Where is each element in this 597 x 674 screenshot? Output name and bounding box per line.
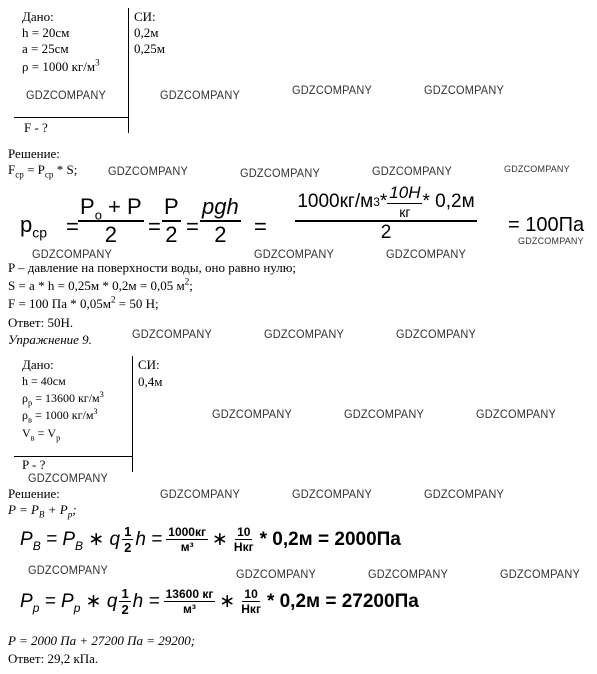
given-a-1: a = 25см <box>22 41 69 56</box>
find-2: P - ? <box>22 457 46 472</box>
watermark: GDZCOMPANY <box>500 568 581 582</box>
eq-sign-2: = <box>148 214 161 239</box>
given-rho-1: ρ = 1000 $кг/м^3$ <box>22 57 100 74</box>
formula-f-1: $F_{ср} = P_{ср} * S$; <box>8 162 78 180</box>
final-line: P = 2000 Па + 27200 Па = 29200; <box>8 633 196 648</box>
watermark: GDZCOMPANY <box>264 328 345 342</box>
watermark: GDZCOMPANY <box>28 564 109 578</box>
given-divider-vertical-1 <box>128 8 129 133</box>
big-frac4: 1000кг/м 3 * $\frac{10Н}{кг}$ * 0,2м 2 <box>297 183 475 243</box>
si-a-1: 0,25м <box>134 41 165 56</box>
watermark: GDZCOMPANY <box>132 328 213 342</box>
watermark: GDZCOMPANY <box>32 248 113 262</box>
big-frac1: $\frac{P_о + P}{2}$ <box>80 194 142 247</box>
s-line: S = a * h = 0,25м * 0,2м = 0,05 $м^2$; <box>8 276 193 293</box>
watermark: GDZCOMPANY <box>386 248 467 262</box>
watermark: GDZCOMPANY <box>160 488 241 502</box>
big-lhs: $p_{ср}$ <box>20 212 48 241</box>
given-rho-v: $\rho_в = 1000$ $кг/м^3$ <box>22 407 98 425</box>
watermark: GDZCOMPANY <box>368 568 449 582</box>
watermark: GDZCOMPANY <box>424 488 505 502</box>
given-rho-p: $\rho_р = 13600$ $кг/м^3$ <box>22 390 104 408</box>
given-v: $V_в = V_р$ <box>22 426 61 443</box>
equation-pb: $P_B = P_B$ ∗ q $\frac{1}{2}$ h = $\frac{1000кг}{\text{м³}}$ ∗ $\frac{10}{\text{Нкг}}$ * 0,2м = 2000Па <box>20 524 401 555</box>
watermark: GDZCOMPANY <box>236 568 317 582</box>
answer-1: Ответ: 50Н. <box>8 315 74 330</box>
eq-sign-3: = <box>186 214 199 239</box>
eq-sign-4: = <box>254 214 267 239</box>
watermark: GDZCOMPANY <box>372 165 453 179</box>
watermark: GDZCOMPANY <box>26 89 107 103</box>
find-1: F - ? <box>24 120 48 135</box>
given-title-2: Дано: <box>22 357 54 372</box>
given-title-1: Дано: <box>22 9 54 24</box>
given-divider-vertical-2 <box>132 356 133 472</box>
sum-line: $P = P_В + P_р$; <box>8 502 77 520</box>
watermark: GDZCOMPANY <box>476 408 557 422</box>
equation-pp: $P_p = P_p$ ∗ q $\frac{1}{2}$ h = $\frac{13600 кг}{\text{м³}}$ ∗ $\frac{10}{\text{Нкг}}$ * 0,2м = 27200Па <box>20 586 419 617</box>
big-result: = 100Па <box>508 214 585 236</box>
si-title-1: СИ: <box>134 9 156 24</box>
given-divider-horizontal-1 <box>14 117 129 118</box>
watermark: GDZCOMPANY <box>108 165 189 179</box>
solution-title-1: Решение: <box>8 146 60 161</box>
watermark: GDZCOMPANY <box>292 84 373 98</box>
eq-sign-1: = <box>66 214 79 239</box>
watermark: GDZCOMPANY <box>424 84 505 98</box>
si-title-2: СИ: <box>138 357 160 372</box>
given-h-1: h = 20см <box>22 25 70 40</box>
big-frac2: $\frac{P}{2}$ <box>164 194 179 247</box>
big-frac3: $\frac{\text{pgh}}{2}$ <box>202 194 239 247</box>
watermark: GDZCOMPANY <box>28 472 109 486</box>
answer-2: Ответ: 29,2 кПа. <box>8 651 99 666</box>
watermark: GDZCOMPANY <box>212 408 293 422</box>
watermark: GDZCOMPANY <box>344 408 425 422</box>
watermark: GDZCOMPANY <box>504 163 570 175</box>
watermark: GDZCOMPANY <box>160 89 241 103</box>
si-h-2: 0,4м <box>138 374 163 389</box>
exercise-title: Упражнение 9. <box>8 332 92 347</box>
given-h-2: h = 40см <box>22 374 66 388</box>
watermark: GDZCOMPANY <box>396 328 477 342</box>
watermark: GDZCOMPANY <box>240 167 321 181</box>
solution-title-2: Решение: <box>8 486 60 501</box>
watermark: GDZCOMPANY <box>292 488 373 502</box>
watermark: GDZCOMPANY <box>518 235 584 247</box>
f-line: F = 100 Па * $0,05м^2 = 50$ Н; <box>8 294 159 311</box>
si-h-1: 0,2м <box>134 25 159 40</box>
note-p: P – давление на поверхности воды, оно равно нулю; <box>8 260 297 275</box>
watermark: GDZCOMPANY <box>254 248 335 262</box>
